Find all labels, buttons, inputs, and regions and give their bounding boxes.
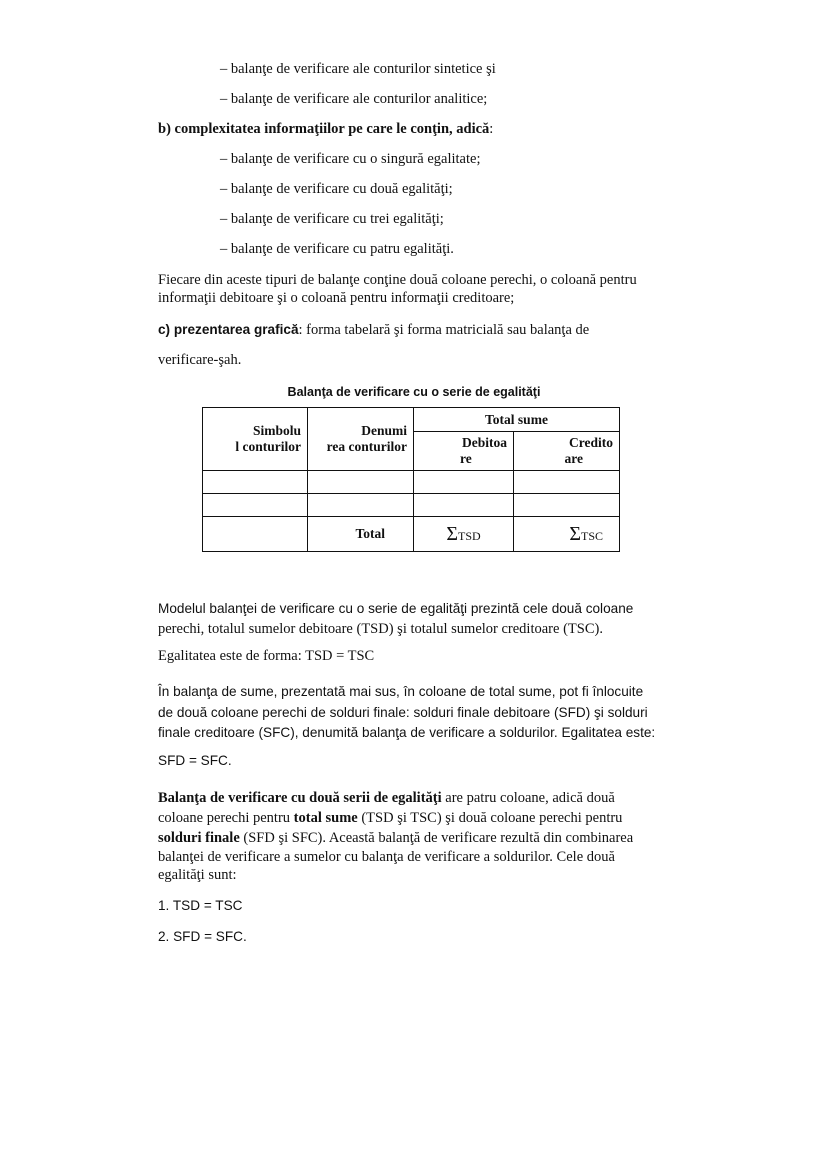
header-text: l conturilor xyxy=(235,439,301,454)
paragraph-line: verificare-şah. xyxy=(158,352,242,368)
paragraph-line: În balanţa de sume, prezentată mai sus, în coloane de total sume, pot fi înlocuite xyxy=(158,684,644,699)
header-text: Denumi xyxy=(361,423,407,438)
sigma-symbol: Σ xyxy=(569,522,581,545)
heading-text: c) prezentarea grafică xyxy=(158,322,299,337)
header-text: Credito xyxy=(569,435,613,450)
text: (TSD şi TSC) şi două coloane perechi pentru xyxy=(357,810,623,826)
header-text: Simbolu xyxy=(252,423,301,438)
table-title: Balanţa de verificare cu o serie de egalităţi xyxy=(287,385,541,399)
list-item: – balanţe de verificare cu trei egalităţi; xyxy=(220,211,444,227)
list-item: – balanţe de verificare cu două egalităţi; xyxy=(220,181,453,197)
paragraph-line: perechi, totalul sumelor debitoare (TSD) şi totalul sumelor creditoare (TSC). xyxy=(158,621,603,637)
table-row-total xyxy=(203,517,620,552)
table-row xyxy=(203,494,620,517)
text: (SFD şi SFC). Această balanţă de verificare rezultă din combinarea xyxy=(239,830,634,846)
paragraph-line xyxy=(158,789,615,807)
paragraph-line: egalităţi sunt: xyxy=(158,867,237,883)
header-creditoare xyxy=(514,432,620,471)
header-simbol xyxy=(203,408,308,471)
equation: Egalitatea este de forma: TSD = TSC xyxy=(158,648,375,664)
sum-label: TSC xyxy=(580,528,603,543)
equation: 2. SFD = SFC. xyxy=(158,929,247,944)
paragraph-line: de două coloane perechi de solduri finale: solduri finale debitoare (SFD) şi solduri xyxy=(158,705,648,720)
equation: 1. TSD = TSC xyxy=(158,898,243,913)
list-item: – balanţe de verificare ale conturilor analitice; xyxy=(220,91,488,107)
sum-tsc xyxy=(514,517,620,552)
header-text: re xyxy=(460,451,472,466)
paragraph-line: Fiecare din aceste tipuri de balanţe conţine două coloane perechi, o coloană pentru xyxy=(158,272,637,288)
text: are patru coloane, adică două xyxy=(441,790,615,806)
heading-colon: : xyxy=(489,121,494,137)
paragraph-line: informaţii debitoare şi o coloană pentru informaţii creditoare; xyxy=(158,290,515,306)
bold-text: Balanţa de verificare cu două serii de egalităţi xyxy=(158,790,442,806)
list-item: – balanţe de verificare cu o singură egalitate; xyxy=(220,151,481,167)
header-text: Debitoa xyxy=(462,435,507,450)
table-row xyxy=(203,471,620,494)
paragraph-line: finale creditoare (SFC), denumită balanţa de verificare a soldurilor. Egalitatea este: xyxy=(158,725,656,740)
bold-text: total sume xyxy=(293,810,358,826)
heading-rest: : forma tabelară şi forma matricială sau balanţa de xyxy=(298,322,590,338)
equation: SFD = SFC. xyxy=(158,753,232,768)
sum-label: TSD xyxy=(457,528,481,543)
balance-table xyxy=(202,407,620,552)
header-total-sume: Total sume xyxy=(414,408,620,432)
sigma-symbol: Σ xyxy=(446,522,458,545)
section-heading-b xyxy=(158,120,493,138)
header-text: are xyxy=(564,451,583,466)
paragraph-line: balanţei de verificare a sumelor cu balanţa de verificare a soldurilor. Cele două xyxy=(158,849,615,865)
bold-text: solduri finale xyxy=(158,830,240,846)
paragraph-line xyxy=(158,829,633,847)
heading-text: b) complexitatea informaţiilor pe care le conţin, adică xyxy=(158,121,490,137)
header-denumire xyxy=(308,408,414,471)
list-item: – balanţe de verificare ale conturilor sintetice şi xyxy=(220,61,496,77)
text: coloane perechi pentru xyxy=(158,810,294,826)
header-debitoare xyxy=(414,432,514,471)
list-item: – balanţe de verificare cu patru egalităţi. xyxy=(220,241,454,257)
paragraph-line: Modelul balanţei de verificare cu o serie de egalităţi prezintă cele două coloane xyxy=(158,601,634,616)
header-text: rea conturilor xyxy=(326,439,407,454)
section-heading-c xyxy=(158,321,589,339)
total-label: Total xyxy=(308,517,414,552)
paragraph-line xyxy=(158,809,622,827)
sum-tsd xyxy=(414,517,514,552)
